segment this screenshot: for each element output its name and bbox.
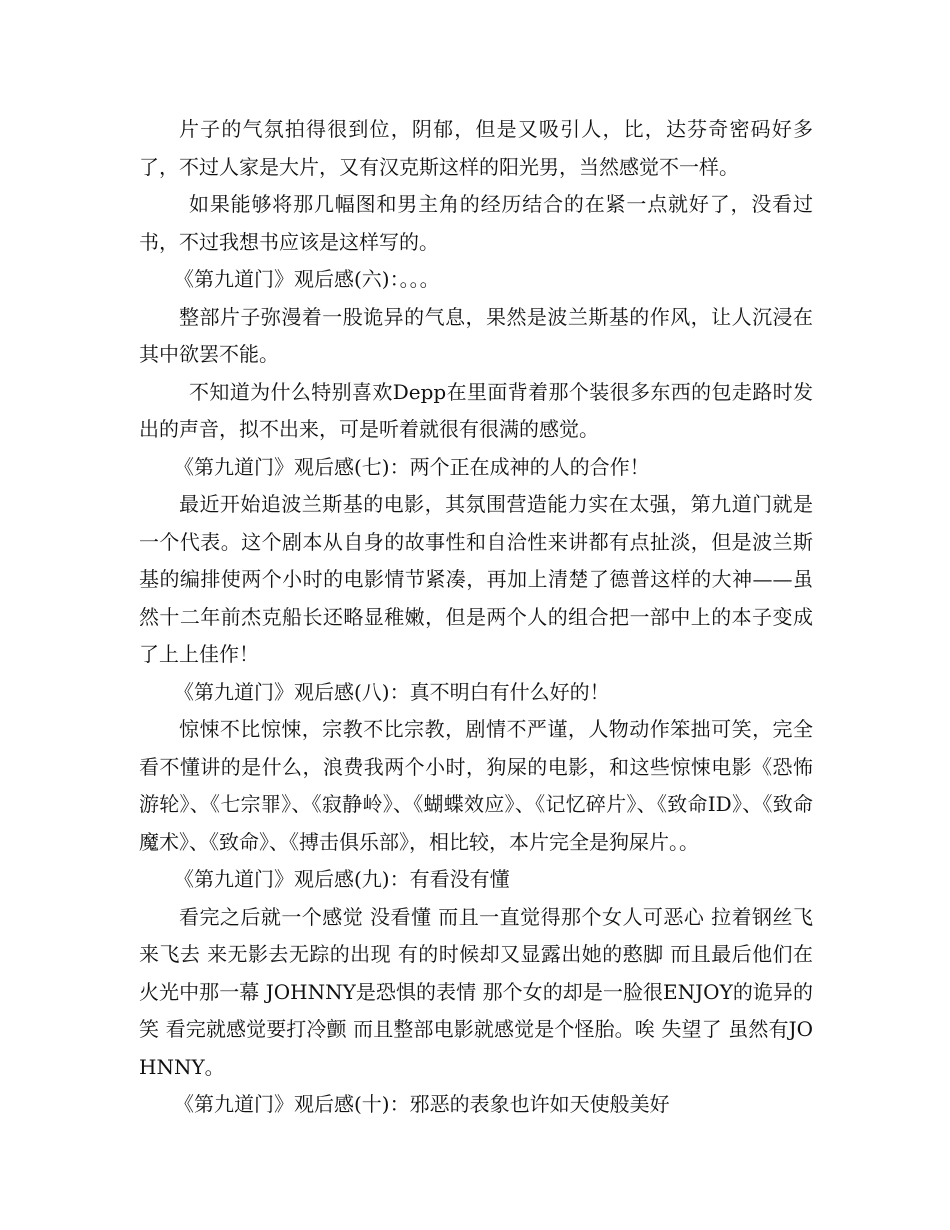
document-body [139, 111, 813, 1124]
paragraph: 最近开始追波兰斯基的电影，其氛围营造能力实在太强，第九道门就是一个代表。这个剧本从自身的故事性和自洽性来讲都有点扯淡，但是波兰斯基的编排使两个小时的电影情节紧凑，再加上清楚了德普这样的大神——虽然十二年前杰克船长还略显稚嫩，但是两个人的组合把一部中上的本子变成了上上佳作！ [139, 492, 813, 666]
section-heading: 《第九道门》观后感(十)：邪恶的表象也许如天使般美好 [174, 1092, 670, 1116]
section-heading: 《第九道门》观后感(八)：真不明白有什么好的！ [174, 679, 610, 704]
paragraph: 看完之后就一个感觉 没看懂 而且一直觉得那个女人可恶心 拉着钢丝飞来飞去 来无影去无踪的出现 有的时候却又显露出她的憨脚 而且最后他们在火光中那一幕 JOHNNY是恐惧的表情 那个女的却是一脸很ENJOY的诡异的笑 看完就感觉要打冷颤 而且整部电影就感觉是个怪胎。唉 失望了 虽然有JOHNNY。 [139, 904, 813, 1079]
section-heading: 《第九道门》观后感(六)：。。。 [174, 267, 440, 291]
paragraph: 如果能够将那几幅图和男主角的经历结合的在紧一点就好了，没看过书，不过我想书应该是这样写的。 [139, 192, 813, 254]
paragraph: 整部片子弥漫着一股诡异的气息，果然是波兰斯基的作风，让人沉浸在其中欲罢不能。 [139, 304, 813, 366]
paragraph: 不知道为什么特别喜欢Depp在里面背着那个装很多东西的包走路时发出的声音，拟不出来，可是听着就很有很满的感觉。 [139, 379, 813, 441]
section-heading: 《第九道门》观后感(九)：有看没有懂 [174, 867, 510, 891]
paragraph: 惊悚不比惊悚，宗教不比宗教，剧情不严谨，人物动作笨拙可笑，完全看不懂讲的是什么，浪费我两个小时，狗屎的电影，和这些惊悚电影《恐怖游轮》、《七宗罪》、《寂静岭》、《蝴蝶效应》、《记忆碎片》、《致命ID》、《致命魔术》、《致命》、《搏击俱乐部》，相比较，本片完全是狗屎片。。 [139, 717, 813, 854]
paragraph: 片子的气氛拍得很到位，阴郁，但是又吸引人，比，达芬奇密码好多了，不过人家是大片，又有汉克斯这样的阳光男，当然感觉不一样。 [139, 117, 813, 179]
section-heading: 《第九道门》观后感(七)：两个正在成神的人的合作！ [174, 454, 650, 479]
